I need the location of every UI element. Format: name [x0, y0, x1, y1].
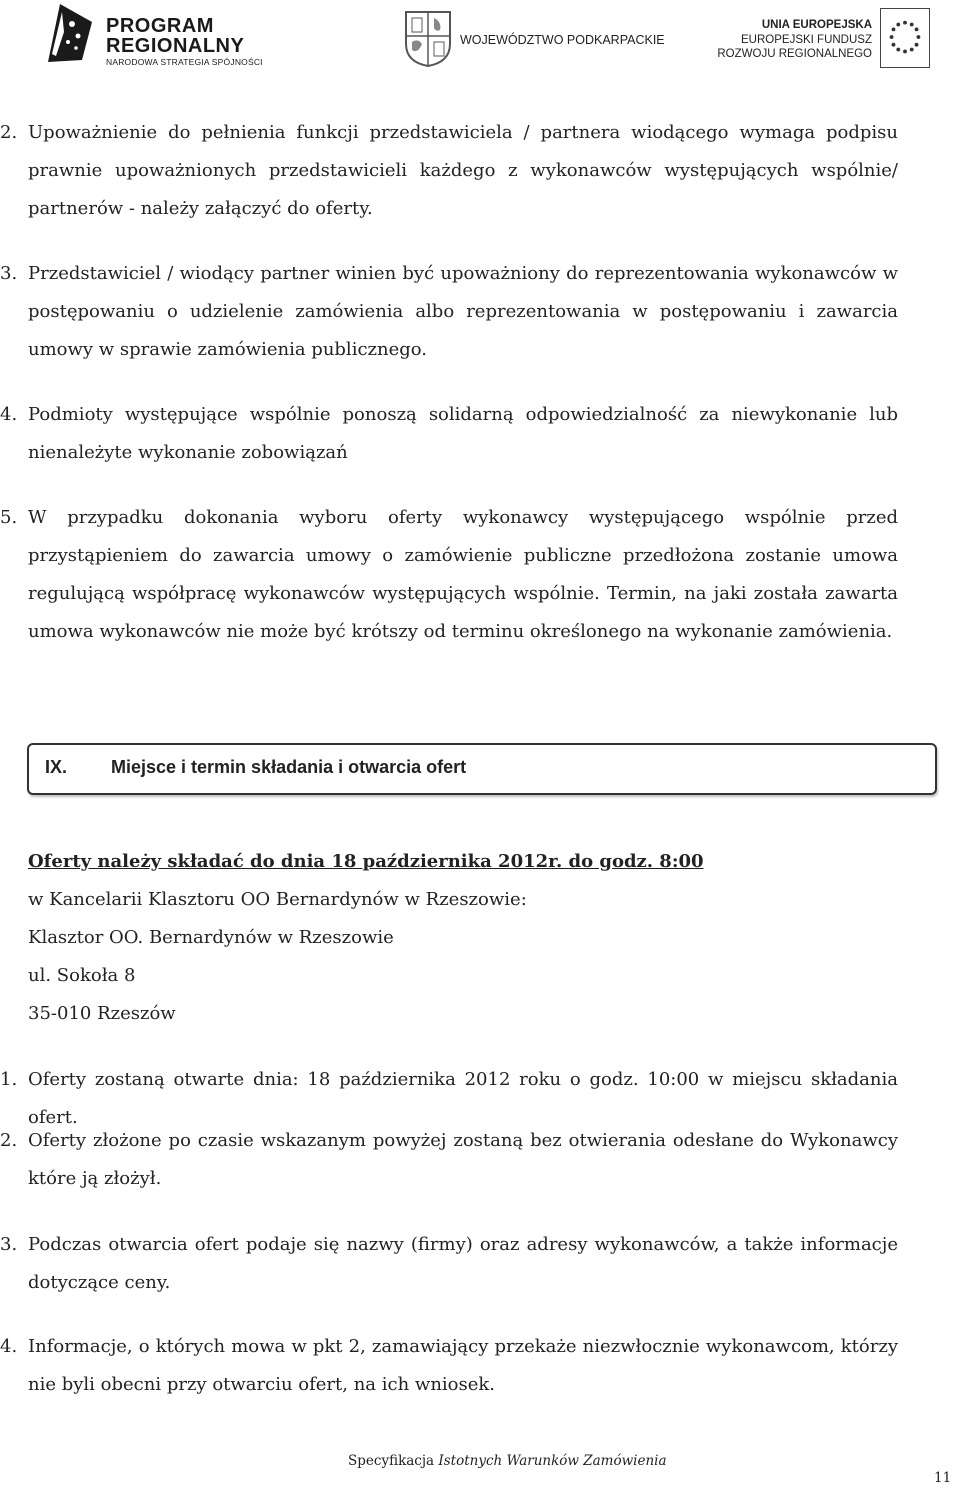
item-text: Podczas otwarcia ofert podaje się nazwy (firmy) oraz adresy wykonawców, a także informacje dotyczące ceny.: [28, 1234, 898, 1293]
list-item: [0, 1122, 898, 1198]
program-regionalny-logo: [42, 2, 272, 72]
deadline-text: Oferty należy składać do dnia 18 października 2012r. do godz. 8:00: [28, 851, 704, 872]
address-line: w Kancelarii Klasztoru OO Bernardynów w Rzeszowie:: [28, 889, 527, 910]
item-number: 4.: [0, 1336, 18, 1357]
footer-prefix: Specyfikacja: [348, 1453, 435, 1469]
list-item: [0, 114, 898, 228]
section-heading: [27, 743, 937, 795]
eu-line3: ROZWOJU REGIONALNEGO: [717, 48, 872, 60]
address-line: Klasztor OO. Bernardynów w Rzeszowie: [28, 927, 394, 948]
item-text: Oferty złożone po czasie wskazanym powyżej zostaną bez otwierania odesłane do Wykonawcy które ją złożył.: [28, 1130, 898, 1189]
item-number: 2.: [0, 122, 18, 143]
section-title: Miejsce i termin składania i otwarcia ofert: [111, 757, 467, 777]
item-number: 4.: [0, 404, 18, 425]
program-subtitle: NARODOWA STRATEGIA SPÓJNOŚCI: [106, 57, 263, 67]
address-line: ul. Sokoła 8: [28, 965, 136, 986]
item-number: 3.: [0, 1234, 18, 1255]
list-item: [0, 396, 898, 472]
item-number: 3.: [0, 263, 18, 284]
program-line1: PROGRAM: [106, 15, 214, 37]
page-number: 11: [934, 1470, 952, 1486]
program-regionalny-mark-icon: [42, 2, 94, 64]
eu-flag-icon: [880, 8, 930, 68]
item-text: Przedstawiciel / wiodący partner winien być upoważniony do reprezentowania wykonawców w postępowaniu o udzielenie zamówienia albo reprezentowania w postępowaniu i zawarcia umowy w sprawie zamówienia publicznego.: [28, 263, 898, 360]
list-item: [0, 255, 898, 369]
item-text: Podmioty występujące wspólnie ponoszą solidarną odpowiedzialność za niewykonanie lub nienależyte wykonanie zobowiązań: [28, 404, 898, 463]
item-number: 5.: [0, 507, 18, 528]
region-name: WOJEWÓDZTWO PODKARPACKIE: [460, 33, 665, 47]
item-number: 2.: [0, 1130, 18, 1151]
address-line: 35-010 Rzeszów: [28, 1003, 176, 1024]
list-item: [0, 1328, 898, 1404]
eu-line2: EUROPEJSKI FUNDUSZ: [741, 33, 872, 46]
list-item: [0, 1226, 898, 1302]
page-header: [0, 0, 960, 78]
eu-fund-text: [706, 18, 872, 62]
item-number: 1.: [0, 1069, 18, 1090]
item-text: Informacje, o których mowa w pkt 2, zamawiający przekaże niezwłocznie wykonawcom, którzy nie byli obecni przy otwarciu ofert, na ich wniosek.: [28, 1336, 898, 1395]
section-number: IX.: [45, 757, 68, 777]
footer-label: [348, 1453, 667, 1469]
program-line2: REGIONALNY: [106, 35, 245, 57]
item-text: Upoważnienie do pełnienia funkcji przedstawiciela / partnera wiodącego wymaga podpisu prawnie upoważnionych przedstawicieli każdego z wykonawców występujących wspólnie/ partnerów - należy załączyć do oferty.: [28, 122, 898, 219]
footer-rest: Istotnych Warunków Zamówienia: [434, 1453, 667, 1469]
eu-line1: UNIA EUROPEJSKA: [761, 19, 872, 31]
item-text: Oferty zostaną otwarte dnia: 18 października 2012 roku o godz. 10:00 w miejscu składania ofert.: [28, 1069, 898, 1128]
list-item: [0, 499, 898, 651]
region-crest-icon: [404, 8, 452, 68]
item-text: W przypadku dokonania wyboru oferty wykonawcy występującego wspólnie przed przystąpieniem do zawarcia umowy o zamówienie publiczne przedłożona zostanie umowa regulującą współpracę wykonawców występujących wspólnie. Termin, na jaki została zawarta umowa wykonawców nie może być krótszy od terminu określonego na wykonanie zamówienia.: [28, 507, 898, 642]
